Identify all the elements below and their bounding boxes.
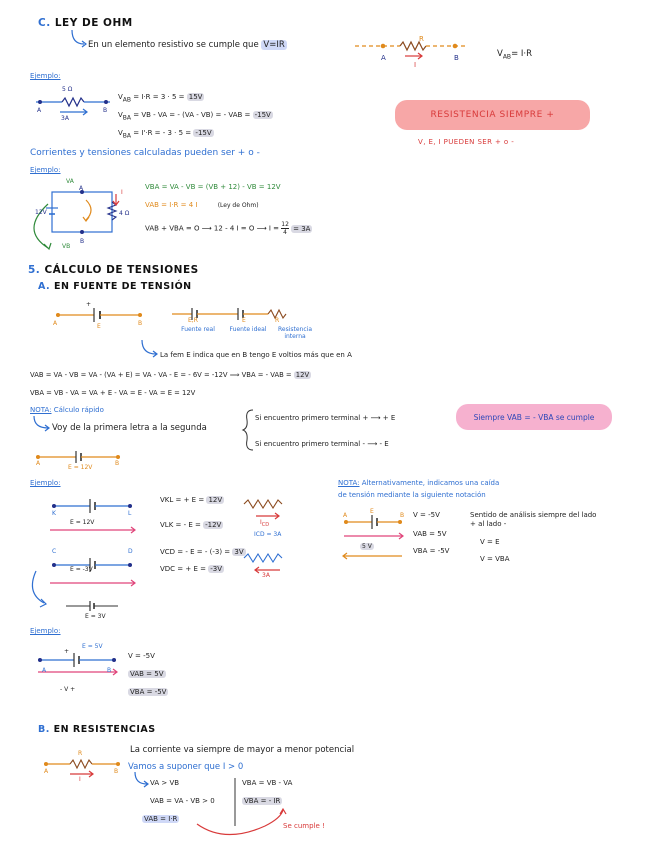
ejemplo2-eq1: VBA = VA - VB = (VB + 12) - VB = 12V (145, 183, 281, 191)
nota2-side: Sentido de análisis siempre del lado + al lado - (470, 511, 597, 528)
nota2-text1: Alternativamente, indicamos una caída (361, 479, 500, 487)
ejemplo3-l: L (128, 510, 132, 517)
section5-eqA-text: VAB = VA - VB = VA - (VA + E) = VA - VA - E = - 6V = -12V ⟹ VBA = - VAB = (30, 371, 292, 379)
section-b-left3 (142, 815, 179, 823)
eq1-highlight: 15V (188, 93, 203, 101)
fuente-circuit (50, 303, 170, 343)
intro-text: En un elemento resistivo se cumple que (88, 40, 259, 50)
eq3-sub: BA (122, 132, 132, 140)
fuente-e: E (97, 323, 101, 330)
section-b-title (38, 724, 156, 735)
ejemplo2-va: VA (66, 178, 74, 185)
section-b-number: B. (38, 724, 50, 735)
ejemplo2-label: Ejemplo: (30, 166, 61, 174)
nota2-ve: V = E (480, 538, 500, 546)
nota1-label: NOTA: (30, 406, 52, 414)
section5-eqA (30, 371, 311, 379)
nota1 (30, 406, 104, 414)
ejemplo3-k: K (52, 510, 56, 517)
section-b-line1: La corriente va siempre de mayor a menor potencial (130, 745, 355, 755)
ejemplo1-ohms: 5 Ω (62, 86, 73, 93)
fuente-type-ideal: Fuente ideal (229, 326, 267, 333)
fuente-plus: + (86, 301, 92, 308)
fuente-type-top-1: E (242, 317, 246, 324)
eq2-sub: BA (122, 114, 132, 122)
ohm-formula-v: V (497, 49, 503, 59)
nota2-text2: de tensión mediante la siguiente notación (338, 491, 486, 499)
ejemplo4-label: Ejemplo: (30, 627, 61, 635)
section-b-cumple: Se cumple ! (283, 822, 325, 830)
section-b-right2-hl: VBA = - IR (244, 797, 281, 805)
section-c-title (38, 17, 133, 29)
nota1-src-e: E = 12V (68, 464, 93, 471)
eq3-rhs: = I'·R = - 3 · 5 = (133, 129, 192, 137)
ejemplo3-c1-eq1 (160, 496, 224, 504)
nota1-title: Cálculo rápido (53, 406, 104, 414)
nota1-pill (456, 404, 612, 430)
ejemplo4-a: A (42, 667, 47, 674)
nota2-a: A (343, 512, 348, 519)
ejemplo2-eq2-text: VAB = I·R = 4 I (145, 201, 198, 209)
section-c-intro (88, 40, 287, 50)
section-b-b: B (114, 768, 119, 775)
c2-eq1-text: VCD = - E = - (-3) = (160, 548, 231, 556)
c2-eq1-hl: 3V (234, 548, 244, 556)
section-b-a: A (44, 768, 49, 775)
section-b-left1: VA > VB (150, 779, 180, 787)
eq1-rhs: = I·R = 3 · 5 = (133, 93, 185, 101)
fem-note: La fem E indica que en B tengo E voltios más que en A (160, 351, 352, 359)
section-b-left3-hl: VAB = I·R (144, 815, 178, 823)
nota1-pill-text: Siempre VAB = - VBA se cumple (473, 412, 595, 422)
ejemplo1-eq2 (118, 111, 273, 121)
corrientes-note: Corrientes y tensiones calculadas pueden ser + o - (30, 148, 260, 158)
section-b-right1: VBA = VB - VA (242, 779, 293, 787)
ejemplo4-circuit (34, 650, 124, 700)
ohm-a-label: A (381, 54, 386, 62)
ejemplo2-frac-num: 12 (281, 221, 289, 228)
eq1-sub: AB (122, 96, 132, 104)
ejemplo1-label: Ejemplo: (30, 72, 61, 80)
ohm-formula-rest: = I·R (511, 49, 533, 59)
ejemplo4-vab: VAB = 5V (130, 670, 164, 678)
section-b-cumple-curve (185, 808, 295, 848)
section-5-title (28, 264, 199, 276)
section5-eqA-highlight: 12V (295, 371, 310, 379)
intro-highlight: V=IR (263, 40, 285, 50)
fuente-b: B (138, 320, 143, 327)
ejemplo2-ohm: 4 Ω (119, 210, 130, 217)
c1-eq2-text: VLK = - E = (160, 521, 201, 529)
ejemplo1-eq1 (118, 93, 204, 103)
ohm-formula-sub: AB (502, 53, 512, 61)
section-c-number: C. (38, 17, 51, 29)
ejemplo3-c: C (52, 548, 57, 555)
eq2-highlight: -15V (254, 111, 271, 119)
nota1-brace (243, 410, 255, 450)
nota2 (338, 477, 499, 501)
ejemplo2-eq2-note: (Ley de Ohm) (217, 202, 259, 209)
section-b-right2 (242, 797, 282, 805)
eq1-lhs: V (118, 93, 123, 101)
resistencia-note-line2: V, E, I PUEDEN SER + o - (418, 138, 515, 146)
ejemplo3-c3-e: E = 3V (85, 613, 106, 620)
ohm-i-label: I (414, 61, 417, 69)
ejemplo2-i: I (121, 189, 123, 196)
nota1-case2: Si encuentro primero terminal - ⟶ - E (255, 440, 389, 448)
ejemplo3-c2-eq2 (160, 565, 224, 573)
ejemplo4-bottom: - V + (60, 686, 76, 693)
i1-sub: CD (261, 522, 270, 529)
section-5-number: 5. (28, 264, 41, 276)
ejemplo1-eq3 (118, 129, 214, 139)
section-5a-title (38, 281, 192, 292)
nota2-e: E (370, 508, 374, 515)
ejemplo4-plus: + (64, 648, 70, 655)
ejemplo3-d: D (128, 548, 133, 555)
nota2-vba: VBA = -5V (413, 547, 450, 555)
eq2-lhs: V (118, 111, 123, 119)
c1-eq1-text: VKL = + E = (160, 496, 205, 504)
nota1-case1: Si encuentro primero terminal + ⟶ + E (255, 414, 396, 422)
nota1-line: Voy de la primera letra a la segunda (52, 423, 207, 433)
fuente-type-interna: Resistencia interna (278, 326, 312, 340)
section-b-r: R (78, 750, 83, 757)
ejemplo3-c2-eq1 (160, 548, 246, 556)
fuente-type-top-0: E,R (188, 317, 198, 324)
section-5a-heading: EN FUENTE DE TENSIÓN (53, 281, 192, 292)
nota1-src-a: A (36, 460, 41, 467)
ejemplo1-current: 3A (61, 115, 69, 122)
ejemplo3-i1 (260, 519, 269, 528)
ohm-b-label: B (454, 54, 459, 62)
section-5a-number: A. (38, 281, 51, 292)
c2-eq2-hl: -3V (210, 565, 223, 573)
nota2-label: NOTA: (338, 479, 360, 487)
ejemplo2-circuit (22, 180, 132, 260)
section-b-left2: VAB = VA - VB > 0 (150, 797, 215, 805)
ejemplo4-v: V = -5V (128, 652, 155, 660)
nota1-src-b: B (115, 460, 120, 467)
ejemplo2-eq3-text: VAB + VBA = O ⟶ 12 - 4 I = O ⟶ I = (145, 224, 280, 233)
ejemplo3-i2: ICD = 3A (254, 531, 282, 538)
section-b-i: I (79, 776, 81, 783)
fuente-type-real: Fuente real (181, 326, 215, 333)
fuente-a: A (53, 320, 58, 327)
ejemplo3-c1-eq2 (160, 521, 223, 529)
ohm-formula (497, 49, 532, 61)
section-b-line2: Vamos a suponer que I > 0 (128, 762, 244, 772)
ejemplo1-b: B (103, 107, 108, 114)
ejemplo4-vba: VBA = -5V (130, 688, 167, 696)
nota2-vab: VAB = 5V (413, 530, 447, 538)
section5-eqB: VBA = VB - VA = VA + E - VA = E - VA = E = 12V (30, 389, 196, 397)
ejemplo2-frac-den: 4 (283, 229, 287, 236)
ejemplo3-c1-e: E = 12V (70, 519, 95, 526)
ejemplo2-eq3-highlight: = 3A (293, 224, 311, 233)
ejemplo3-c2 (46, 553, 146, 593)
nota2-vvba: V = VBA (480, 555, 510, 563)
ejemplo3-mid (234, 494, 314, 584)
fuente-type-top-2: R (275, 317, 280, 324)
eq2-rest: B - VA = - (VA - VB) = - VAB = (146, 111, 251, 119)
nota2-mark: 5 V (362, 543, 372, 550)
eq3-lhs: V (118, 129, 123, 137)
ejemplo2-volt: 12V (35, 209, 47, 216)
section-b-heading: EN RESISTENCIAS (53, 724, 156, 735)
ejemplo1-a: A (37, 107, 42, 114)
ejemplo3-c2-e: E = -3V (70, 566, 93, 573)
ejemplo2-eq3 (145, 221, 312, 236)
eq2-rhs: = V (133, 111, 147, 119)
ejemplo4-b: B (107, 667, 112, 674)
i1-letter: I (260, 519, 262, 526)
ejemplo4-e: E = 5V (82, 643, 103, 650)
resistencia-pill-text: RESISTENCIA SIEMPRE + (430, 110, 555, 120)
resistencia-pill (395, 100, 590, 130)
ejemplo2-b: B (80, 238, 85, 245)
c1-eq2-hl: -12V (205, 521, 222, 529)
c2-eq2-text: VDC = + E = (160, 565, 206, 573)
eq3-highlight: -15V (195, 129, 212, 137)
ejemplo3-i3: 3A (262, 572, 270, 579)
nota2-v: V = -5V (413, 511, 440, 519)
ejemplo3-label: Ejemplo: (30, 479, 61, 487)
section-5-heading: CÁLCULO DE TENSIONES (44, 264, 199, 276)
ejemplo2-vb: VB (62, 243, 71, 250)
c1-eq1-hl: 12V (208, 496, 223, 504)
ohm-r-label: R (419, 35, 424, 43)
ejemplo2-a: A (79, 185, 84, 192)
ejemplo2-eq2 (145, 201, 259, 209)
nota2-b: B (400, 512, 405, 519)
section-c-heading: LEY DE OHM (54, 17, 133, 29)
